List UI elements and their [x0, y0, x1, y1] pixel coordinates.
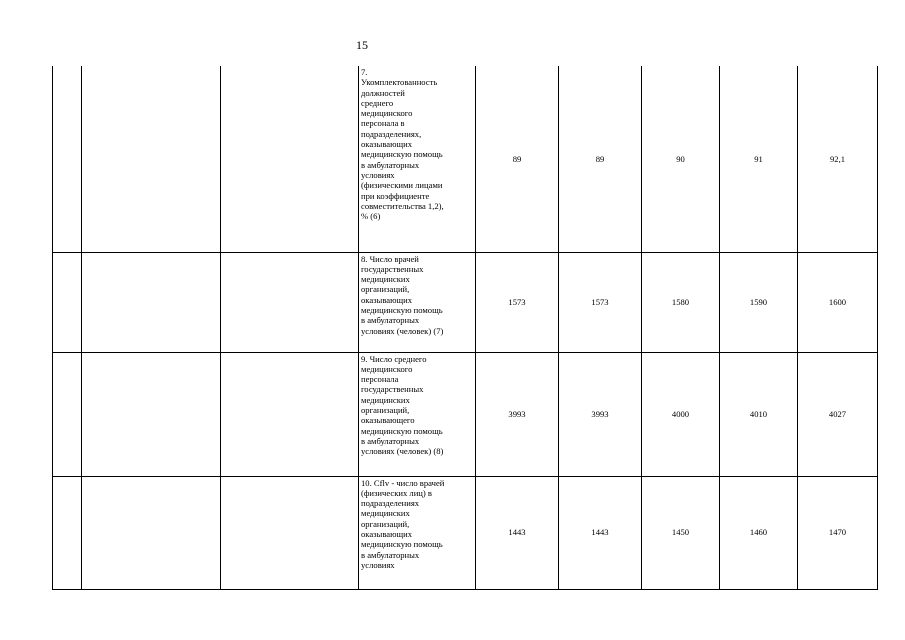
indicator-label: 8. Число врачей государственных медицинских организаций, оказывающих медицинскую помощь в амбулаторных условиях (человек) (7): [359, 252, 476, 352]
table-row: [53, 352, 878, 476]
table-row: [53, 252, 878, 352]
table-row: [53, 476, 878, 589]
value-cell: 1443: [559, 476, 642, 589]
page-number: 15: [356, 38, 368, 52]
value-cell: 1590: [720, 252, 798, 352]
value-cell: 3993: [559, 352, 642, 476]
value-cell: 91: [720, 66, 798, 252]
value-cell: 1580: [642, 252, 720, 352]
value-cell: 90: [642, 66, 720, 252]
table-cell-empty: [82, 252, 221, 352]
table-cell-empty: [82, 476, 221, 589]
table-cell-empty: [82, 352, 221, 476]
value-cell: 1573: [559, 252, 642, 352]
value-cell: 89: [476, 66, 559, 252]
value-cell: 4000: [642, 352, 720, 476]
table-row: [53, 66, 878, 252]
value-cell: 3993: [476, 352, 559, 476]
table-cell-empty: [53, 352, 82, 476]
value-cell: 1443: [476, 476, 559, 589]
value-cell: 1450: [642, 476, 720, 589]
table-cell-empty: [221, 476, 359, 589]
indicator-label: 7. Укомплектованность должностей среднего медицинского персонала в подразделениях, оказывающих медицинскую помощь в амбулаторных условиях (физическими лицами при коэффициенте совместительства 1,2), % (6): [359, 66, 476, 252]
value-cell: 4027: [798, 352, 878, 476]
value-cell: 4010: [720, 352, 798, 476]
table-cell-empty: [221, 252, 359, 352]
value-cell: 1600: [798, 252, 878, 352]
table-cell-empty: [221, 352, 359, 476]
indicator-label: 10. Cflv - число врачей (физических лиц) в подразделениях медицинских организаций, оказывающих медицинскую помощь в амбулаторных условиях: [359, 476, 476, 589]
value-cell: 1573: [476, 252, 559, 352]
value-cell: 1470: [798, 476, 878, 589]
table-cell-empty: [53, 252, 82, 352]
table-cell-empty: [53, 66, 82, 252]
table-cell-empty: [53, 476, 82, 589]
value-cell: 1460: [720, 476, 798, 589]
value-cell: 89: [559, 66, 642, 252]
indicator-label: 9. Число среднего медицинского персонала государственных медицинских организаций, оказывающего медицинскую помощь в амбулаторных условиях (человек) (8): [359, 352, 476, 476]
table-cell-empty: [221, 66, 359, 252]
table-cell-empty: [82, 66, 221, 252]
value-cell: 92,1: [798, 66, 878, 252]
indicators-table: [52, 66, 878, 590]
